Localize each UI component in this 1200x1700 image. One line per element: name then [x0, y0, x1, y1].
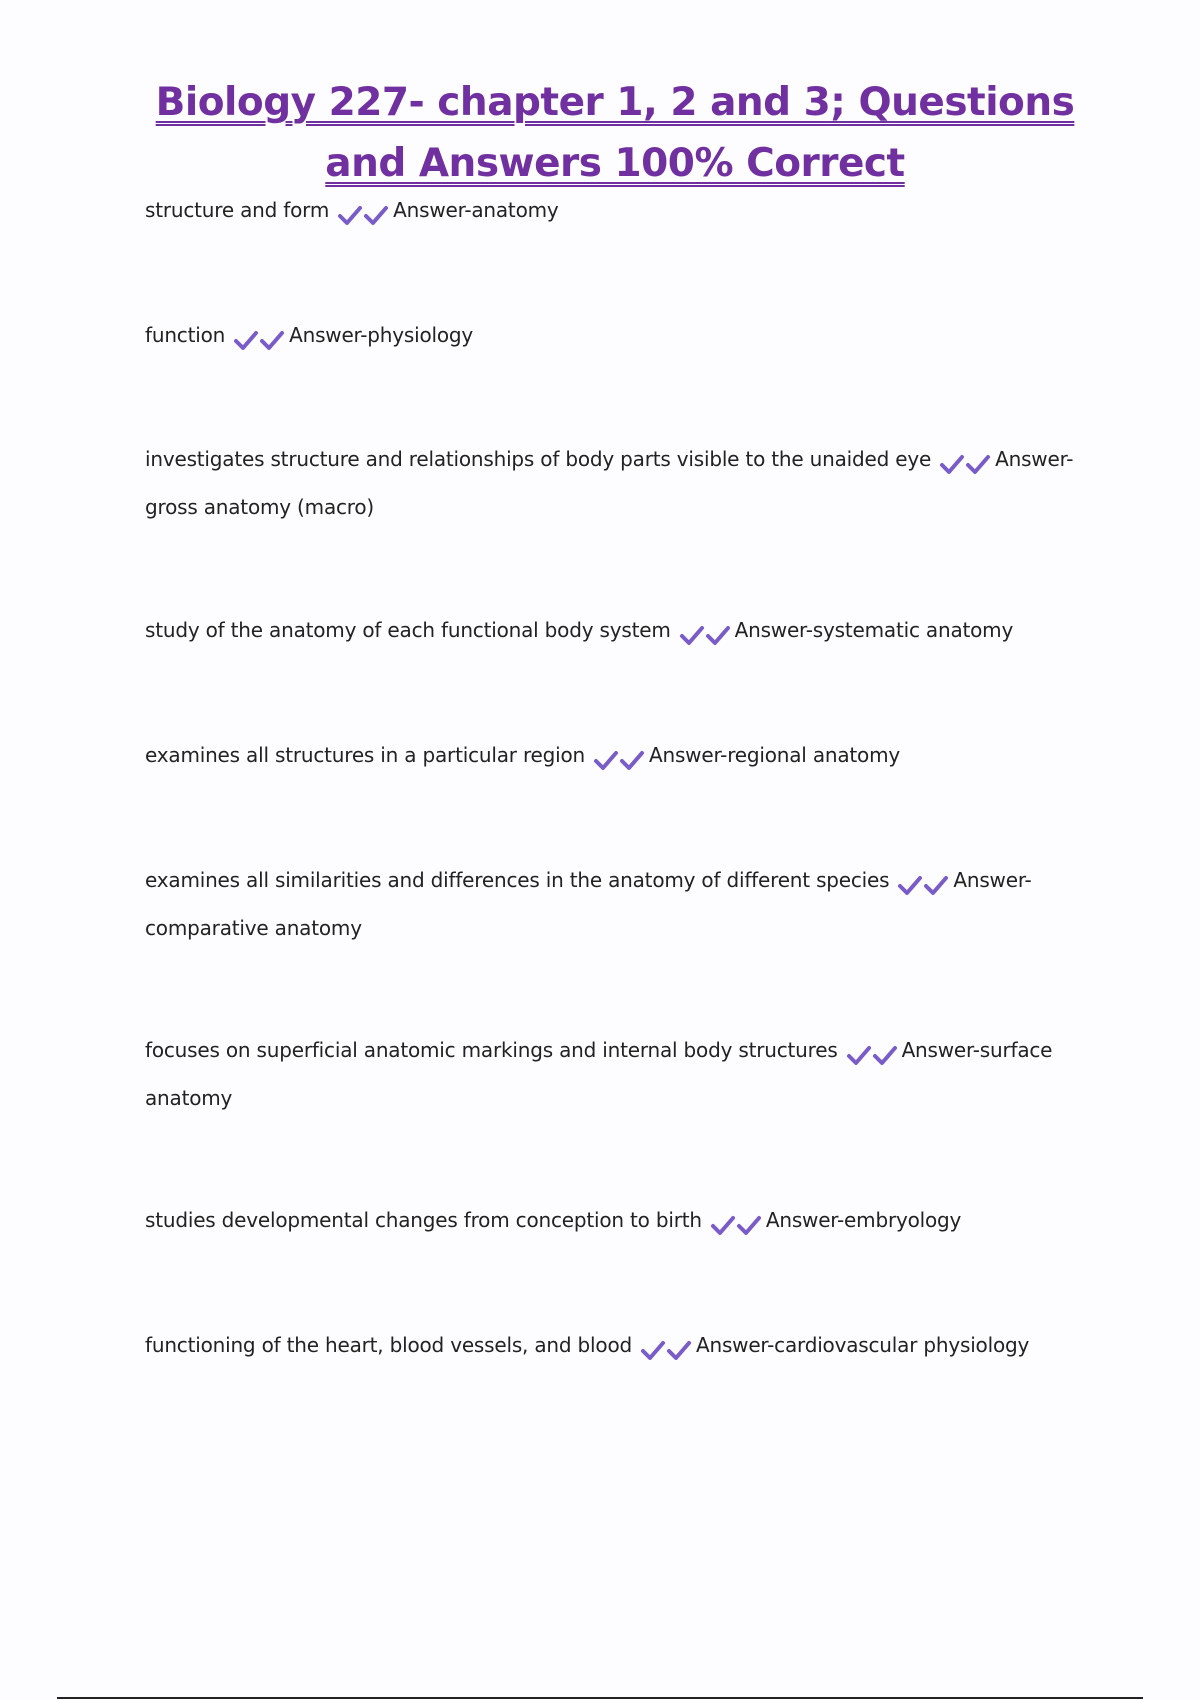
checkmark-icon	[640, 1339, 666, 1361]
checkmark-icon	[619, 749, 645, 771]
qa-item	[145, 1028, 1085, 1121]
check-pair	[679, 611, 731, 656]
checkmark-icon	[363, 204, 389, 226]
check-pair	[233, 316, 285, 361]
checkmark-icon	[710, 1214, 736, 1236]
checkmark-icon	[872, 1044, 898, 1066]
answer-text: Answer-systematic anatomy	[734, 618, 1014, 642]
question-text: investigates structure and relationships of body parts visible to the unaided eye	[145, 447, 932, 471]
qa-item	[145, 733, 1085, 781]
checkmark-icon	[679, 624, 705, 646]
qa-item	[145, 1198, 1085, 1246]
check-pair	[337, 191, 389, 236]
qa-item	[145, 1323, 1085, 1371]
qa-item	[145, 188, 1085, 236]
question-text: functioning of the heart, blood vessels, and blood	[145, 1333, 632, 1357]
answer-text: Answer-anatomy	[393, 198, 559, 222]
check-pair	[593, 736, 645, 781]
question-text: study of the anatomy of each functional body system	[145, 618, 671, 642]
qa-item	[145, 858, 1085, 951]
checkmark-icon	[666, 1339, 692, 1361]
question-text: function	[145, 323, 226, 347]
checkmark-icon	[593, 749, 619, 771]
qa-item	[145, 313, 1085, 361]
checkmark-icon	[736, 1214, 762, 1236]
qa-item	[145, 437, 1085, 530]
footer-divider	[57, 1697, 1143, 1699]
question-text: examines all similarities and differences in the anatomy of different species	[145, 868, 890, 892]
question-text: focuses on superficial anatomic markings and internal body structures	[145, 1038, 838, 1062]
checkmark-icon	[897, 874, 923, 896]
checkmark-icon	[939, 453, 965, 475]
question-text: structure and form	[145, 198, 330, 222]
check-pair	[640, 1326, 692, 1371]
question-text: studies developmental changes from conception to birth	[145, 1208, 702, 1232]
document-title: Biology 227- chapter 1, 2 and 3; Questions and Answers 100% Correct	[155, 80, 1075, 186]
check-pair	[939, 440, 991, 485]
answer-text: Answer-cardiovascular physiology	[695, 1333, 1030, 1357]
checkmark-icon	[337, 204, 363, 226]
question-text: examines all structures in a particular region	[145, 743, 585, 767]
answer-text: Answer-comparative anatomy	[145, 868, 1032, 940]
checkmark-icon	[965, 453, 991, 475]
checkmark-icon	[923, 874, 949, 896]
answer-text: Answer-regional anatomy	[649, 743, 901, 767]
checkmark-icon	[233, 329, 259, 351]
answer-text: Answer-surface anatomy	[145, 1038, 1053, 1110]
qa-item	[145, 608, 1085, 656]
answer-text: Answer-embryology	[765, 1208, 962, 1232]
checkmark-icon	[705, 624, 731, 646]
checkmark-icon	[259, 329, 285, 351]
checkmark-icon	[846, 1044, 872, 1066]
check-pair	[897, 861, 949, 906]
check-pair	[710, 1201, 762, 1246]
answer-text: Answer-physiology	[289, 323, 474, 347]
check-pair	[846, 1031, 898, 1076]
answer-text: Answer-gross anatomy (macro)	[145, 447, 1074, 519]
